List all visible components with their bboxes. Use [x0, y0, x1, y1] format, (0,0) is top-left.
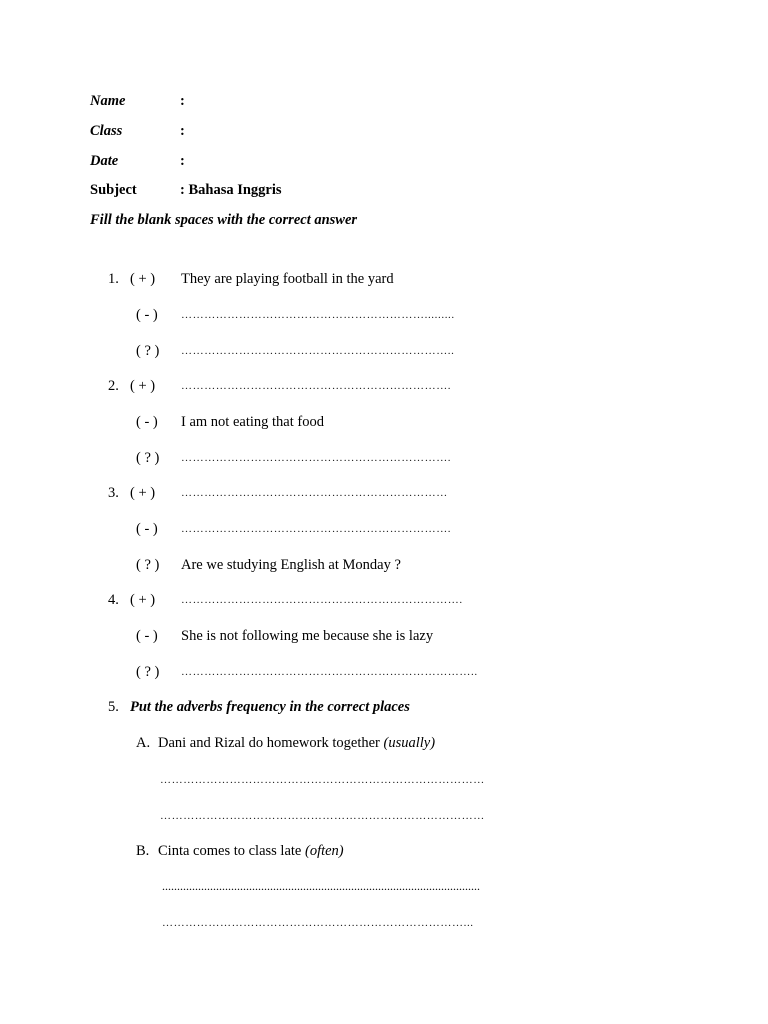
q1-interrogative-blank: …………………………………………………………….. [181, 345, 455, 357]
q5a-blank-line-1: ………………………………………………………………………… [160, 774, 485, 786]
q4-negative-marker: ( - ) [136, 628, 158, 644]
q2-positive-blank: ……………………………………………………………. [181, 380, 452, 392]
q1-number: 1. [108, 271, 119, 287]
q2-interrogative-blank: ……………………………………………………………. [181, 452, 452, 464]
q4-negative-sentence: She is not following me because she is lazy [181, 628, 434, 644]
q4-positive-blank: ………………………………………………………………. [181, 594, 463, 606]
q5b-text: Cinta comes to class late [158, 843, 305, 859]
q4-number: 4. [108, 592, 119, 608]
q5-number: 5. [108, 699, 119, 715]
instruction-text: Fill the blank spaces with the correct answer [90, 212, 358, 228]
q5b-blank-line-1: .......................................................................................................... [162, 879, 480, 893]
q1-negative-blank: ………………………………………………………......... [181, 309, 455, 321]
date-label: Date [90, 153, 119, 169]
date-colon: : [180, 153, 185, 169]
q3-positive-blank: …………………………………………………………… [181, 487, 448, 499]
q5a-sentence [158, 734, 435, 752]
subject-label: Subject [90, 182, 137, 198]
q3-positive-marker: ( + ) [130, 485, 156, 501]
q5a-adverb: (usually) [383, 735, 436, 751]
q3-interrogative-sentence: Are we studying English at Monday ? [181, 557, 401, 573]
q5b-sentence [158, 842, 344, 860]
class-label: Class [90, 123, 123, 139]
name-label: Name [90, 93, 126, 109]
q1-positive-sentence: They are playing football in the yard [181, 271, 394, 287]
q2-negative-sentence: I am not eating that food [181, 414, 324, 430]
q1-positive-marker: ( + ) [130, 271, 156, 287]
q2-positive-marker: ( + ) [130, 378, 156, 394]
q2-negative-marker: ( - ) [136, 414, 158, 430]
subject-value: : Bahasa Inggris [180, 182, 282, 198]
q3-negative-marker: ( - ) [136, 521, 158, 537]
q1-negative-marker: ( - ) [136, 307, 158, 323]
q5a-letter: A. [136, 735, 151, 751]
name-colon: : [180, 93, 185, 109]
q5b-letter: B. [136, 843, 150, 859]
q4-interrogative-blank: ………………………………………………………………….. [181, 666, 478, 678]
q5a-text: Dani and Rizal do homework together [158, 735, 384, 751]
q5-title: Put the adverbs frequency in the correct places [130, 699, 410, 715]
q5b-blank-line-2: ……………………………………………………………………... [162, 917, 474, 929]
class-colon: : [180, 123, 185, 139]
q2-number: 2. [108, 378, 119, 394]
q5a-blank-line-2: ………………………………………………………………………… [160, 810, 485, 822]
q2-interrogative-marker: ( ? ) [136, 450, 160, 466]
q4-positive-marker: ( + ) [130, 592, 156, 608]
q3-negative-blank: ……………………………………………………………. [181, 523, 452, 535]
q4-interrogative-marker: ( ? ) [136, 664, 160, 680]
q3-number: 3. [108, 485, 119, 501]
q5b-adverb: (often) [304, 843, 344, 859]
q3-interrogative-marker: ( ? ) [136, 557, 160, 573]
q1-interrogative-marker: ( ? ) [136, 343, 160, 359]
